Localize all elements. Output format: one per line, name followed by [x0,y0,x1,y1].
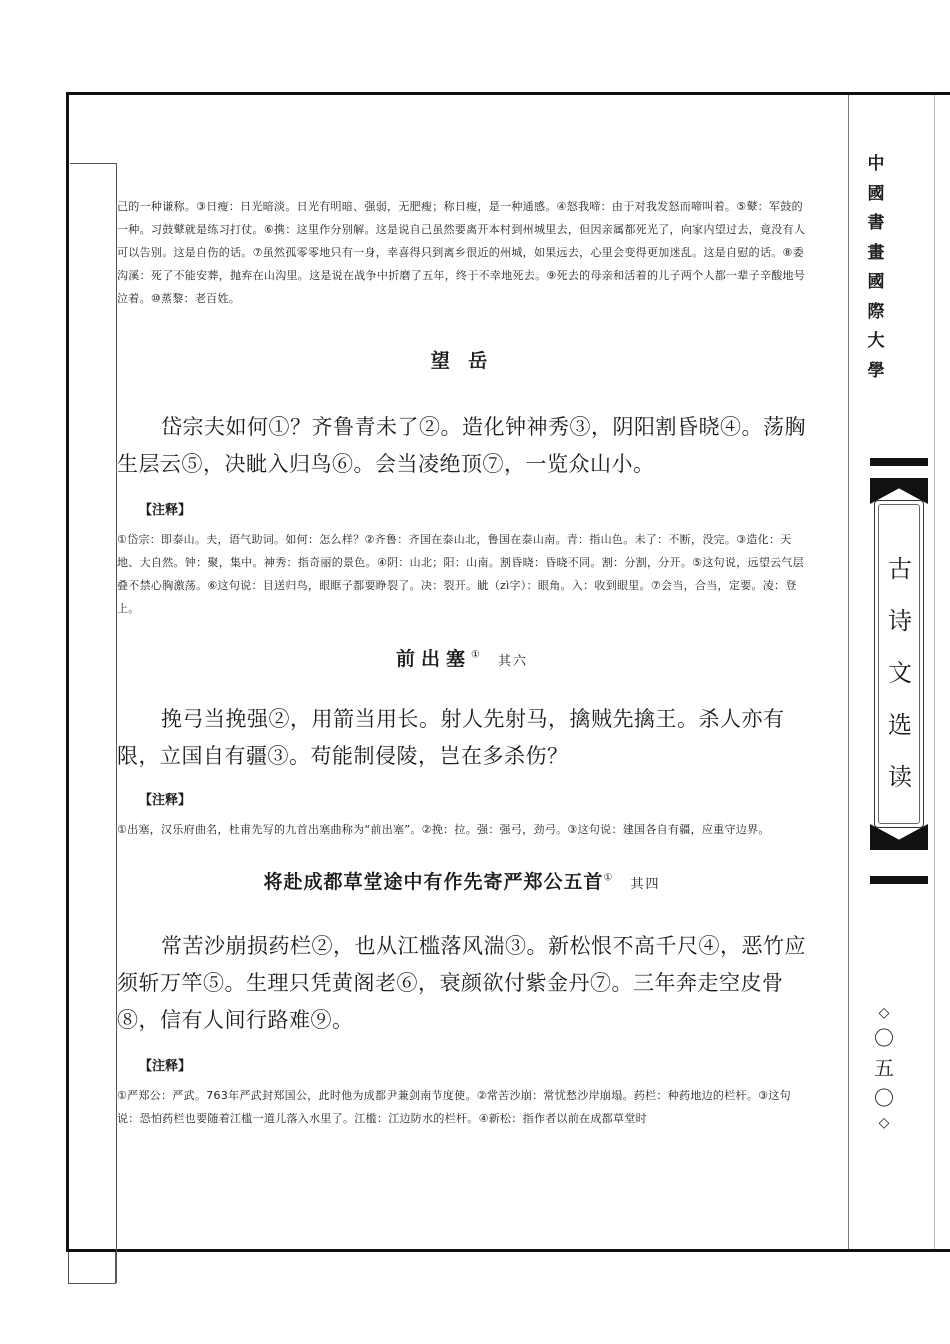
book-char: 古 [888,555,912,583]
book-char: 读 [888,763,912,791]
book-band-top [870,458,928,466]
sidebar-divider [848,95,849,1249]
school-char: 畫 [867,242,885,263]
book-title-vertical [875,543,925,803]
footnote-marker: ① [471,649,480,661]
school-char: 學 [867,360,885,381]
book-char: 选 [888,711,912,739]
notes-heading: 【注释】 [139,503,192,518]
school-char: 國 [867,183,885,204]
margin-rule-bottom [68,1252,116,1284]
poem-notes: ①严郑公：严武。763年严武封郑国公，此时他为成都尹兼剑南节度使。②常苦沙崩：常忧愁沙岸崩塌。药栏：种药地边的栏杆。③这句说：恐怕药栏也要随着江槛一道儿落入水里了。江槛：江边防水的栏杆。④新松：指作者以前在成都草堂时 [117,1089,791,1125]
page-digit: 五 [874,1056,894,1080]
page-digit: 〇 [874,1026,894,1050]
poem-subtitle: 其六 [497,654,528,669]
school-char: 大 [867,331,885,351]
book-char: 诗 [888,607,912,635]
notes-heading: 【注释】 [139,793,192,808]
school-name-vertical [860,150,892,386]
footnote-marker: ① [603,872,613,884]
sidebar-outer-rule [934,95,935,1249]
school-char: 國 [867,272,885,292]
book-char: 文 [888,659,912,687]
page-digit: 〇 [874,1086,894,1110]
poem-title-text: 将赴成都草堂途中有作先寄严郑公五首 [263,871,604,893]
poem-body: 常苦沙崩损药栏②，也从江槛落风湍③。新松恨不高千尺④，恶竹应须斩万竿⑤。生理只凭黄阁老⑥，衰颜欲付紫金丹⑦。三年奔走空皮骨⑧，信有人间行路难⑨。 [117,934,806,1032]
poem-title [117,867,807,894]
book-title-box [870,478,928,850]
school-char: 中 [867,154,885,174]
main-content [117,195,807,1130]
margin-rule-top [70,163,117,164]
poem-body: 挽弓当挽强②，用箭当用长。射人先射马，擒贼先擒王。杀人亦有限，立国自有疆③。苟能制侵陵，岂在多杀伤？ [117,707,785,768]
school-char: 書 [867,213,885,233]
school-char: 際 [867,301,885,322]
notes-heading: 【注释】 [139,1059,192,1074]
poem-notes: ①岱宗：即泰山。夫，语气助词。如何：怎么样？②齐鲁：齐国在泰山北，鲁国在泰山南。青：指山色。未了：不断，没完。③造化：天地、大自然。钟：聚，集中。神秀：指奇丽的景色。④阴：山北；阳：山南。割昏晓：昏晓不同。割：分割，分开。⑤这句说，远望云气层叠不禁心胸激荡。⑥这句说：目送归鸟，眼眶子都要睁裂了。决：裂开。眦（zì字）：眼角。入：收到眼里。⑦会当，合当，定要。凌：登上。 [117,533,805,615]
poem-title: 望 岳 [430,350,494,372]
top-notes: 己的一种谦称。③日瘦：日光暗淡。日光有明暗、强弱，无肥瘦；称日瘦，是一种通感。④怒我啼：由于对我发怒而啼叫着。⑤鼙：军鼓的一种。习鼓鼙就是练习打仗。⑥携：这里作分别解。这是说自己虽然要离开本村到州城里去，但因亲属都死光了，向家内望过去，竟没有人可以告别。这是自伤的话。⑦虽然孤零零地只有一身，幸喜得只到离乡很近的州城，如果远去，心里会变得更加迷乱。这是自慰的话。⑧委沟溪：死了不能安葬，抛弃在山沟里。这是说在战争中折磨了五年，终于不幸地死去。⑨死去的母亲和活着的儿子两个人都一辈子辛酸地号泣着。⑩蒸黎：老百姓。 [117,200,806,305]
page-number-vertical [866,1003,902,1133]
poem-notes: ①出塞，汉乐府曲名，杜甫先写的九首出塞曲称为“前出塞”。②挽：拉。强：强弓，劲弓。③这句说：建国各自有疆，应重守边界。 [117,823,770,836]
poem-title [117,644,807,671]
poem-title-text: 前出塞 [396,648,472,670]
diamond-icon: ◇ [878,1005,890,1021]
book-band-bottom [870,876,928,884]
diamond-icon: ◇ [878,1115,890,1131]
book-title-frame [874,500,924,828]
poem-body: 岱宗夫如何①？齐鲁青未了②。造化钟神秀③，阴阳割昏晓④。荡胸生层云⑤，决眦入归鸟⑥。会当凌绝顶⑦，一览众山小。 [117,415,806,476]
poem-subtitle: 其四 [630,877,661,892]
